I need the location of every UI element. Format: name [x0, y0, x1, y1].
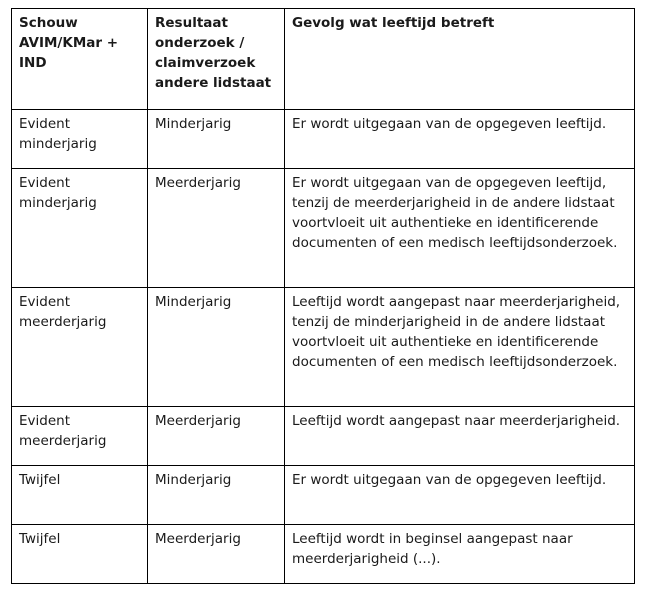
cell-schouw: Evident meerderjarig — [12, 407, 148, 466]
cell-schouw: Twijfel — [12, 466, 148, 525]
cell-schouw: Evident meerderjarig — [12, 288, 148, 407]
cell-resultaat: Meerderjarig — [148, 525, 285, 584]
table-row — [12, 110, 635, 169]
cell-schouw: Evident minderjarig — [12, 169, 148, 288]
table-row — [12, 169, 635, 288]
age-assessment-table — [11, 8, 635, 584]
cell-gevolg: Er wordt uitgegaan van de opgegeven leeftijd. — [285, 466, 635, 525]
cell-resultaat: Meerderjarig — [148, 169, 285, 288]
cell-gevolg: Leeftijd wordt aangepast naar meerderjarigheid, tenzij de minderjarigheid in de andere lidstaat voortvloeit uit authentieke en identificerende documenten of een medisch leeftijdsonderzoek. — [285, 288, 635, 407]
cell-resultaat: Minderjarig — [148, 288, 285, 407]
cell-gevolg: Leeftijd wordt aangepast naar meerderjarigheid. — [285, 407, 635, 466]
header-gevolg: Gevolg wat leeftijd betreft — [285, 9, 635, 110]
table-row — [12, 525, 635, 584]
table-row — [12, 466, 635, 525]
header-schouw: Schouw AVIM/KMar + IND — [12, 9, 148, 110]
cell-gevolg: Er wordt uitgegaan van de opgegeven leeftijd. — [285, 110, 635, 169]
cell-schouw: Twijfel — [12, 525, 148, 584]
table-header-row — [12, 9, 635, 110]
cell-resultaat: Minderjarig — [148, 466, 285, 525]
cell-resultaat: Meerderjarig — [148, 407, 285, 466]
header-resultaat: Resultaat onderzoek / claimverzoek andere lidstaat — [148, 9, 285, 110]
cell-resultaat: Minderjarig — [148, 110, 285, 169]
cell-gevolg: Leeftijd wordt in beginsel aangepast naar meerderjarigheid (...). — [285, 525, 635, 584]
table-row — [12, 407, 635, 466]
table-row — [12, 288, 635, 407]
cell-schouw: Evident minderjarig — [12, 110, 148, 169]
cell-gevolg: Er wordt uitgegaan van de opgegeven leeftijd, tenzij de meerderjarigheid in de andere lidstaat voortvloeit uit authentieke en identificerende documenten of een medisch leeftijdsonderzoek. — [285, 169, 635, 288]
